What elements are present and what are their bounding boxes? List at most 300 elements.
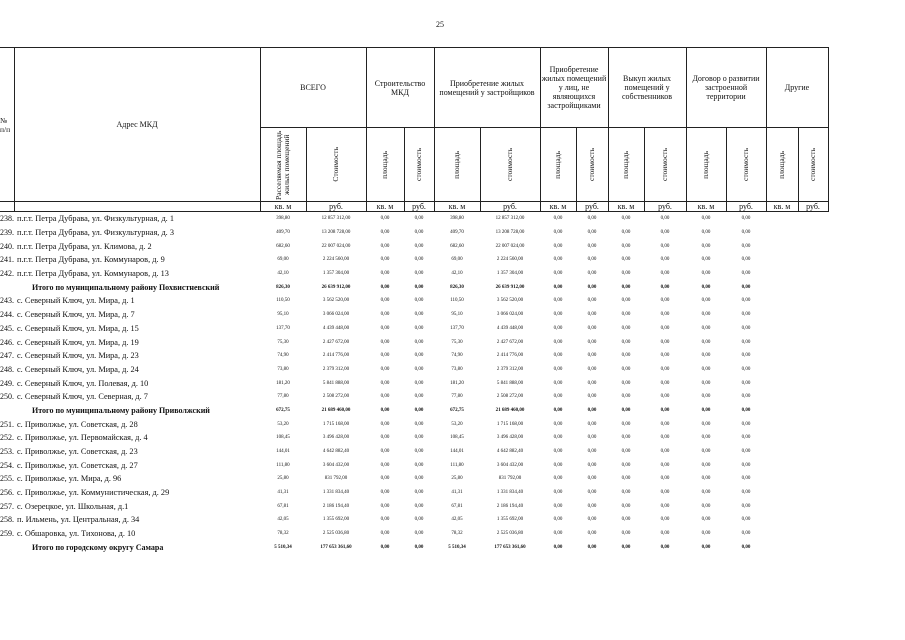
row-value: 2 224 560,00 <box>322 257 350 263</box>
row-empty-cell <box>766 458 798 472</box>
row-value: 0,00 <box>741 230 751 236</box>
row-value: 2 525 036,80 <box>322 531 350 537</box>
table-row <box>0 486 828 500</box>
row-empty-cell <box>766 363 798 377</box>
row-value: 0,00 <box>701 462 711 468</box>
row-value: 0,00 <box>553 339 563 345</box>
row-value: 0,00 <box>553 366 563 372</box>
row-value: 0,00 <box>741 531 751 537</box>
table-total-row <box>0 280 828 294</box>
row-value: 0,00 <box>414 271 424 277</box>
row-value: 0,00 <box>587 503 597 509</box>
row-value: 0,00 <box>553 531 563 537</box>
row-value: 0,00 <box>741 380 751 386</box>
row-value: 0,00 <box>621 284 631 290</box>
row-value: 0,00 <box>587 435 597 441</box>
total-label: Итого по городскому округу Самара <box>32 542 164 552</box>
row-value: 0,00 <box>621 476 631 482</box>
row-empty-cell <box>766 417 798 431</box>
row-value: 2 414 776,00 <box>322 353 350 359</box>
table-row <box>0 445 828 459</box>
row-value: 0,00 <box>621 230 631 236</box>
row-empty-cell <box>766 280 798 294</box>
row-value: 0,00 <box>587 298 597 304</box>
row-value: 0,00 <box>587 243 597 249</box>
row-value: 0,00 <box>414 544 424 550</box>
row-value: 0,00 <box>380 394 390 400</box>
row-empty-cell <box>766 349 798 363</box>
row-value: 0,00 <box>380 325 390 331</box>
row-value: 0,00 <box>380 284 390 290</box>
row-value: 75,30 <box>451 339 463 345</box>
row-empty-cell <box>798 472 828 486</box>
row-value: 67,81 <box>277 503 289 509</box>
row-value: 682,60 <box>276 243 290 249</box>
table-row <box>0 349 828 363</box>
table-row <box>0 431 828 445</box>
row-value: 0,00 <box>741 243 751 249</box>
row-address: с. Северный Ключ, ул. Мира, д. 7 <box>17 310 135 320</box>
row-value: 110,50 <box>276 298 290 304</box>
row-value: 5 841 888,00 <box>322 380 350 386</box>
row-value: 77,80 <box>451 394 463 400</box>
row-number <box>0 541 14 555</box>
row-value: 110,50 <box>450 298 464 304</box>
row-address: с. Северный Ключ, ул. Мира, д. 15 <box>17 323 139 333</box>
row-value: 13 208 728,00 <box>321 230 351 236</box>
row-empty-cell <box>798 322 828 336</box>
row-address: с. Северный Ключ, ул. Мира, д. 1 <box>17 296 135 306</box>
row-value: 0,00 <box>701 476 711 482</box>
row-empty-cell <box>798 541 828 555</box>
row-value: 0,00 <box>380 407 390 413</box>
row-value: 3 066 024,00 <box>322 312 350 318</box>
row-value: 0,00 <box>621 366 631 372</box>
row-value: 0,00 <box>701 284 711 290</box>
unit-sqm: кв. м <box>434 202 480 212</box>
row-empty-cell <box>766 267 798 281</box>
row-value: 0,00 <box>380 462 390 468</box>
table-row <box>0 335 828 349</box>
unit-rub: руб. <box>404 202 434 212</box>
row-value: 12 857 312,00 <box>495 216 525 222</box>
row-value: 181,20 <box>276 380 290 386</box>
row-value: 0,00 <box>621 531 631 537</box>
sub-cost: стоимость <box>404 128 434 202</box>
row-address: с. Северный Ключ, ул. Мира, д. 24 <box>17 364 139 374</box>
row-number: 251. <box>0 419 14 429</box>
row-empty-cell <box>798 404 828 418</box>
row-value: 3 604 432,00 <box>322 462 350 468</box>
row-empty-cell <box>798 363 828 377</box>
row-value: 0,00 <box>701 544 711 550</box>
sub-cost: стоимость <box>644 128 686 202</box>
row-value: 0,00 <box>741 476 751 482</box>
row-empty-cell <box>798 486 828 500</box>
table-row <box>0 527 828 541</box>
row-number: 256. <box>0 488 14 498</box>
row-value: 0,00 <box>380 517 390 523</box>
row-value: 0,00 <box>701 298 711 304</box>
table-row <box>0 513 828 527</box>
row-value: 0,00 <box>621 517 631 523</box>
row-value: 69,00 <box>451 257 463 263</box>
row-value: 13 208 728,00 <box>495 230 525 236</box>
row-value: 0,00 <box>621 271 631 277</box>
row-value: 0,00 <box>553 353 563 359</box>
row-value: 0,00 <box>380 449 390 455</box>
row-value: 26 639 912,00 <box>321 284 351 290</box>
total-label: Итого по муниципальному району Приволжский <box>32 405 210 415</box>
row-value: 0,00 <box>741 407 751 413</box>
row-value: 0,00 <box>380 421 390 427</box>
row-number: 239. <box>0 228 14 238</box>
sub-cost: стоимость <box>480 128 540 202</box>
row-empty-cell <box>766 431 798 445</box>
row-value: 0,00 <box>741 394 751 400</box>
row-address: с. Северный Ключ, ул. Мира, д. 23 <box>17 351 139 361</box>
row-empty-cell <box>798 226 828 240</box>
row-value: 3 496 428,00 <box>496 435 524 441</box>
row-value: 177 653 361,60 <box>320 544 352 550</box>
row-value: 2 427 672,00 <box>322 339 350 345</box>
row-value: 0,00 <box>660 476 670 482</box>
row-value: 0,00 <box>701 435 711 441</box>
row-value: 0,00 <box>587 407 597 413</box>
unit-sqm: кв. м <box>686 202 726 212</box>
row-value: 144,01 <box>276 449 290 455</box>
row-value: 0,00 <box>741 544 751 550</box>
row-value: 4 642 882,40 <box>496 449 524 455</box>
row-empty-cell <box>766 253 798 267</box>
unit-rub: руб. <box>726 202 766 212</box>
row-value: 0,00 <box>701 517 711 523</box>
row-value: 74,90 <box>277 353 289 359</box>
sub-cost: Стоимость <box>306 128 366 202</box>
row-value: 78,32 <box>451 531 463 537</box>
row-empty-cell <box>766 499 798 513</box>
row-value: 0,00 <box>553 380 563 386</box>
row-value: 137,70 <box>450 325 464 331</box>
row-value: 0,00 <box>414 476 424 482</box>
row-value: 111,80 <box>450 462 464 468</box>
row-value: 0,00 <box>414 407 424 413</box>
table-row <box>0 363 828 377</box>
table-row <box>0 417 828 431</box>
row-number: 243. <box>0 296 14 306</box>
table-row <box>0 212 828 226</box>
row-value: 0,00 <box>414 517 424 523</box>
row-value: 826,30 <box>450 284 464 290</box>
row-value: 2 525 036,80 <box>496 531 524 537</box>
row-value: 0,00 <box>660 503 670 509</box>
row-value: 682,60 <box>450 243 464 249</box>
row-address: с. Приволжье, ул. Мира, д. 96 <box>17 474 122 484</box>
row-empty-cell <box>766 239 798 253</box>
row-value: 0,00 <box>701 216 711 222</box>
row-value: 2 508 272,00 <box>322 394 350 400</box>
row-value: 0,00 <box>660 449 670 455</box>
row-value: 672,75 <box>276 407 290 413</box>
row-value: 0,00 <box>380 353 390 359</box>
row-empty-cell <box>798 239 828 253</box>
unit-rub: руб. <box>480 202 540 212</box>
row-address: п.г.т. Петра Дубрава, ул. Физкультурная, д. 3 <box>17 228 174 238</box>
row-value: 0,00 <box>741 353 751 359</box>
row-value: 74,90 <box>451 353 463 359</box>
row-value: 2 186 194,40 <box>496 503 524 509</box>
row-value: 0,00 <box>660 517 670 523</box>
row-value: 177 653 361,60 <box>494 544 526 550</box>
row-value: 0,00 <box>741 325 751 331</box>
row-value: 0,00 <box>414 380 424 386</box>
row-value: 0,00 <box>660 243 670 249</box>
row-value: 0,00 <box>621 435 631 441</box>
row-empty-cell <box>798 513 828 527</box>
table-row <box>0 253 828 267</box>
page-number: 25 <box>436 20 444 29</box>
row-value: 25,80 <box>277 476 289 482</box>
row-value: 831 792,00 <box>498 476 522 482</box>
row-number: 250. <box>0 392 14 402</box>
table-row <box>0 390 828 404</box>
row-value: 1 357 304,00 <box>322 271 350 277</box>
row-empty-cell <box>798 280 828 294</box>
row-value: 0,00 <box>701 449 711 455</box>
row-value: 4 439 448,00 <box>322 325 350 331</box>
row-value: 0,00 <box>741 503 751 509</box>
row-value: 672,75 <box>450 407 464 413</box>
row-value: 0,00 <box>414 421 424 427</box>
row-value: 0,00 <box>553 449 563 455</box>
row-value: 0,00 <box>621 380 631 386</box>
row-empty-cell <box>766 472 798 486</box>
row-number: 249. <box>0 378 14 388</box>
row-value: 0,00 <box>414 312 424 318</box>
row-value: 0,00 <box>587 380 597 386</box>
row-value: 0,00 <box>414 230 424 236</box>
row-number: 253. <box>0 447 14 457</box>
row-value: 1 355 692,00 <box>496 517 524 523</box>
table-row <box>0 499 828 513</box>
unit-sqm: кв. м <box>608 202 644 212</box>
row-number: 245. <box>0 323 14 333</box>
sub-area: площадь <box>540 128 576 202</box>
sub-area: площадь <box>608 128 644 202</box>
row-value: 0,00 <box>660 284 670 290</box>
row-value: 75,30 <box>277 339 289 345</box>
row-value: 0,00 <box>587 339 597 345</box>
row-empty-cell <box>798 349 828 363</box>
row-value: 0,00 <box>621 298 631 304</box>
table-row <box>0 226 828 240</box>
row-empty-cell <box>766 308 798 322</box>
table-row <box>0 308 828 322</box>
row-value: 0,00 <box>660 366 670 372</box>
row-value: 3 562 520,00 <box>322 298 350 304</box>
row-value: 0,00 <box>660 380 670 386</box>
row-value: 1 331 834,40 <box>496 490 524 496</box>
row-value: 0,00 <box>414 435 424 441</box>
row-value: 42,10 <box>277 271 289 277</box>
unit-sqm: кв. м <box>766 202 798 212</box>
row-value: 0,00 <box>741 435 751 441</box>
row-value: 137,70 <box>276 325 290 331</box>
row-empty-cell <box>766 513 798 527</box>
row-value: 0,00 <box>587 462 597 468</box>
row-value: 0,00 <box>660 216 670 222</box>
unit-sqm: кв. м <box>260 202 306 212</box>
row-value: 0,00 <box>587 394 597 400</box>
row-value: 42,10 <box>451 271 463 277</box>
row-value: 69,00 <box>277 257 289 263</box>
row-value: 0,00 <box>701 421 711 427</box>
header-purchase-non-developers: Приобретение жилых помещений у лиц, не являющихся застройщиками <box>540 48 608 128</box>
row-value: 0,00 <box>741 449 751 455</box>
sub-area-resettled: Расселяемая площадь жилых помещений <box>260 128 306 202</box>
row-empty-cell <box>798 294 828 308</box>
row-value: 0,00 <box>553 490 563 496</box>
row-value: 5 510,34 <box>448 544 466 550</box>
row-value: 108,45 <box>276 435 290 441</box>
unit-rub: руб. <box>644 202 686 212</box>
row-address: с. Северный Ключ, ул. Северная, д. 7 <box>17 392 148 402</box>
row-value: 398,80 <box>450 216 464 222</box>
row-value: 21 689 460,00 <box>321 407 351 413</box>
row-value: 0,00 <box>553 394 563 400</box>
row-value: 0,00 <box>414 490 424 496</box>
row-empty-cell <box>766 445 798 459</box>
row-value: 0,00 <box>621 339 631 345</box>
row-empty-cell <box>798 253 828 267</box>
row-value: 0,00 <box>380 271 390 277</box>
row-address: с. Приволжье, ул. Советская, д. 28 <box>17 419 138 429</box>
row-empty-cell <box>798 390 828 404</box>
row-value: 0,00 <box>587 325 597 331</box>
row-value: 0,00 <box>553 312 563 318</box>
row-value: 0,00 <box>553 243 563 249</box>
row-address: п.г.т. Петра Дубрава, ул. Коммунаров, д. 13 <box>17 269 169 279</box>
row-value: 0,00 <box>741 298 751 304</box>
row-value: 0,00 <box>701 257 711 263</box>
header-number: № п/п <box>0 48 14 202</box>
row-value: 0,00 <box>660 230 670 236</box>
row-value: 22 007 024,00 <box>495 243 525 249</box>
row-value: 0,00 <box>553 257 563 263</box>
row-value: 0,00 <box>587 257 597 263</box>
row-value: 0,00 <box>701 339 711 345</box>
row-value: 181,20 <box>450 380 464 386</box>
row-value: 25,80 <box>451 476 463 482</box>
row-number: 259. <box>0 529 14 539</box>
row-value: 0,00 <box>660 325 670 331</box>
row-value: 0,00 <box>414 449 424 455</box>
row-empty-cell <box>798 458 828 472</box>
row-value: 0,00 <box>380 544 390 550</box>
row-empty-cell <box>798 417 828 431</box>
row-value: 0,00 <box>380 490 390 496</box>
row-address: с. Приволжье, ул. Первомайская, д. 4 <box>17 433 148 443</box>
row-value: 0,00 <box>414 298 424 304</box>
row-empty-cell <box>798 499 828 513</box>
row-value: 0,00 <box>553 298 563 304</box>
row-value: 0,00 <box>587 216 597 222</box>
table-row <box>0 239 828 253</box>
row-value: 0,00 <box>741 312 751 318</box>
row-value: 0,00 <box>741 490 751 496</box>
row-number: 254. <box>0 460 14 470</box>
row-number: 247. <box>0 351 14 361</box>
unit-sqm: кв. м <box>540 202 576 212</box>
row-value: 831 792,00 <box>324 476 348 482</box>
row-value: 2 224 560,00 <box>496 257 524 263</box>
row-address: с. Обшаровка, ул. Тихонова, д. 10 <box>17 529 136 539</box>
row-value: 2 414 776,00 <box>496 353 524 359</box>
row-value: 0,00 <box>621 503 631 509</box>
row-value: 0,00 <box>414 503 424 509</box>
row-value: 2 427 672,00 <box>496 339 524 345</box>
row-value: 0,00 <box>553 462 563 468</box>
unit-empty <box>14 202 260 212</box>
row-value: 42,05 <box>451 517 463 523</box>
row-value: 0,00 <box>660 435 670 441</box>
row-value: 111,80 <box>276 462 290 468</box>
row-value: 95,10 <box>277 312 289 318</box>
row-value: 0,00 <box>414 284 424 290</box>
row-value: 0,00 <box>741 462 751 468</box>
row-empty-cell <box>766 404 798 418</box>
row-empty-cell <box>798 308 828 322</box>
row-value: 1 357 304,00 <box>496 271 524 277</box>
row-value: 0,00 <box>660 271 670 277</box>
row-value: 2 379 312,00 <box>496 366 524 372</box>
table-row <box>0 322 828 336</box>
row-empty-cell <box>766 527 798 541</box>
row-number: 244. <box>0 310 14 320</box>
row-value: 3 562 520,00 <box>496 298 524 304</box>
row-value: 0,00 <box>380 366 390 372</box>
row-number: 246. <box>0 337 14 347</box>
row-value: 0,00 <box>380 339 390 345</box>
row-value: 78,32 <box>277 531 289 537</box>
row-value: 0,00 <box>414 353 424 359</box>
table-row <box>0 294 828 308</box>
row-value: 0,00 <box>701 243 711 249</box>
row-empty-cell <box>798 335 828 349</box>
row-value: 0,00 <box>414 394 424 400</box>
row-number: 240. <box>0 241 14 251</box>
row-value: 0,00 <box>380 257 390 263</box>
row-value: 21 689 460,00 <box>495 407 525 413</box>
row-value: 0,00 <box>660 257 670 263</box>
row-value: 3 604 432,00 <box>496 462 524 468</box>
row-address: п.г.т. Петра Дубрава, ул. Физкультурная, д. 1 <box>17 214 174 224</box>
row-value: 0,00 <box>741 284 751 290</box>
unit-rub: руб. <box>306 202 366 212</box>
row-value: 0,00 <box>701 312 711 318</box>
row-value: 0,00 <box>380 298 390 304</box>
row-value: 0,00 <box>701 490 711 496</box>
row-number: 252. <box>0 433 14 443</box>
row-value: 144,01 <box>450 449 464 455</box>
row-value: 0,00 <box>660 407 670 413</box>
row-value: 41,31 <box>277 490 289 496</box>
row-value: 0,00 <box>701 503 711 509</box>
row-value: 0,00 <box>701 380 711 386</box>
row-value: 0,00 <box>741 271 751 277</box>
row-value: 0,00 <box>621 216 631 222</box>
row-value: 0,00 <box>660 462 670 468</box>
